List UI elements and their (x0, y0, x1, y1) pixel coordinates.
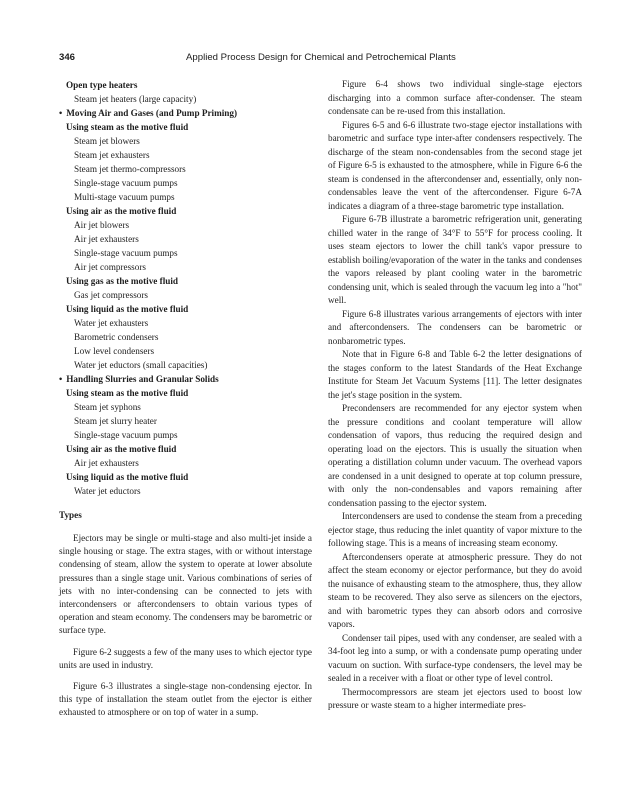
list-item: Air jet blowers (74, 220, 130, 230)
list-section-heading: • Moving Air and Gases (and Pump Priming) (59, 106, 312, 120)
paragraph: Intercondensers are used to condense the steam from a preceding ejector stage, thus reducing the inlet quantity of vapor mixture to the following stage. This is a means of increasing steam economy. (328, 511, 582, 548)
paragraph: Precondensers are recommended for any ejector system when the pressure conditions and coolant temperature will allow condensation of vapors, thus reducing the required design and operating load on the ejectors. This is usually the situation when operating a distillation column under vacuum. The overhead vapors are condensed in a unit designed to operate at top column pressure, with only the non-condensables and vapors remaining after condensation passing to the ejector system. (328, 403, 582, 508)
paragraph: Note that in Figure 6-8 and Table 6-2 the letter designations of the stages conform to the latest Standards of the Heat Exchange Institute for Steam Jet Vacuum Systems [11]. The letter designates the jet's stage position in the system. (328, 349, 582, 400)
types-heading: Types (59, 510, 82, 520)
list-item: Multi-stage vacuum pumps (74, 192, 175, 202)
list-subheading: Using liquid as the motive fluid (66, 304, 189, 314)
list-item: Steam jet blowers (74, 136, 140, 146)
paragraph: Condenser tail pipes, used with any condenser, are sealed with a 34-foot leg into a sump, or with a condensate pump operating under vacuum on suction. With surface-type condensers, the level may be sealed in a receiver with a float or other type of level control. (328, 632, 582, 683)
list-item: Steam jet thermo-compressors (74, 164, 186, 174)
list-item: Water jet exhausters (74, 318, 149, 328)
list-item: Gas jet compressors (74, 290, 148, 300)
page-number: 346 (59, 52, 76, 63)
list-subheading: Using air as the motive fluid (66, 444, 177, 454)
page-header (59, 51, 574, 65)
list-item: Steam jet syphons (74, 402, 141, 412)
list-item: Single-stage vacuum pumps (74, 430, 178, 440)
list-item: Barometric condensers (74, 332, 159, 342)
paragraph: Figure 6-4 shows two individual single-stage ejectors discharging into a common surface after-condenser. The steam condensate can be re-used from this installation. (328, 79, 582, 116)
paragraph: Figure 6-8 illustrates various arrangements of ejectors with inter and aftercondensers. The condensers can be barometric or nonbarometric types. (328, 308, 582, 346)
list-item: Steam jet exhausters (74, 150, 150, 160)
ejector-applications-list (59, 78, 312, 498)
list-subheading: Open type heaters (66, 80, 138, 90)
list-section-heading: • Handling Slurries and Granular Solids (59, 372, 312, 386)
paragraph: Ejectors may be single or multi-stage and also multi-jet inside a single housing or stage. The extra stages, with or without interstage condensing of steam, allow the system to operate at lower absolute pressures than a single stage unit. Various combinations of series of jets with no inter-condensing can be connected to jets with intercondensers or aftercondensers to obtain various types of operation and steam economy. The condensers may be barometric or surface type. (59, 533, 312, 636)
right-column (328, 78, 582, 713)
list-item: Single-stage vacuum pumps (74, 248, 178, 258)
list-item: Water jet eductors (small capacities) (74, 360, 208, 370)
list-item: Air jet compressors (74, 262, 146, 272)
list-item: Single-stage vacuum pumps (74, 178, 178, 188)
left-column (59, 78, 312, 720)
list-item: Low level condensers (74, 346, 155, 356)
paragraph: Figure 6-2 suggests a few of the many uses to which ejector type units are used in industry. (59, 646, 312, 670)
list-subheading: Using gas as the motive fluid (66, 276, 179, 286)
paragraph: Figure 6-3 illustrates a single-stage non-condensing ejector. In this type of installation the steam outlet from the ejector is either exhausted to atmosphere or on top of water in a sump. (59, 681, 312, 718)
list-item: Steam jet heaters (large capacity) (74, 94, 197, 104)
list-item: Air jet exhausters (74, 458, 139, 468)
paragraph: Figure 6-7B illustrate a barometric refrigeration unit, generating chilled water in the range of 34°F to 55°F for process cooling. It uses steam ejectors to lower the chill tank's vapor pressure to establish boiling/evaporation of the water in the tanks and condenses the vapors released by plant cooling water in the barometric condensing unit, which is sealed through the vacuum leg into a "hot" well. (328, 214, 582, 305)
paragraph: Thermocompressors are steam jet ejectors used to boost low pressure or waste steam to a higher intermediate pres- (328, 686, 582, 710)
list-subheading: Using air as the motive fluid (66, 206, 177, 216)
list-item: Water jet eductors (74, 486, 141, 496)
list-subheading: Using steam as the motive fluid (66, 388, 189, 398)
list-subheading: Using steam as the motive fluid (66, 122, 189, 132)
list-subheading: Using liquid as the motive fluid (66, 472, 189, 482)
list-item: Air jet exhausters (74, 234, 139, 244)
paragraph: Aftercondensers operate at atmospheric pressure. They do not affect the steam economy or ejector performance, but they do avoid the nuisance of exhausting steam to the atmosphere, thus, they allow steam to be recovered. They also serve as silencers on the ejectors, and with barometric types they can absorb odors and corrosive vapors. (328, 551, 582, 629)
paragraph: Figures 6-5 and 6-6 illustrate two-stage ejector installations with barometric and surface type inter-after condensers respectively. The discharge of the steam non-condensables from the second stage jet of Figure 6-5 is exhausted to the atmosphere, while in Figure 6-6 the steam is condensed in the aftercondenser and, essentially, only non-condensables leave the vent of the aftercondenser. Figure 6-7A indicates a diagram of a three-stage barometric type installation. (328, 119, 582, 211)
running-title: Applied Process Design for Chemical and Petrochemical Plants (186, 52, 456, 63)
list-item: Steam jet slurry heater (74, 416, 157, 426)
